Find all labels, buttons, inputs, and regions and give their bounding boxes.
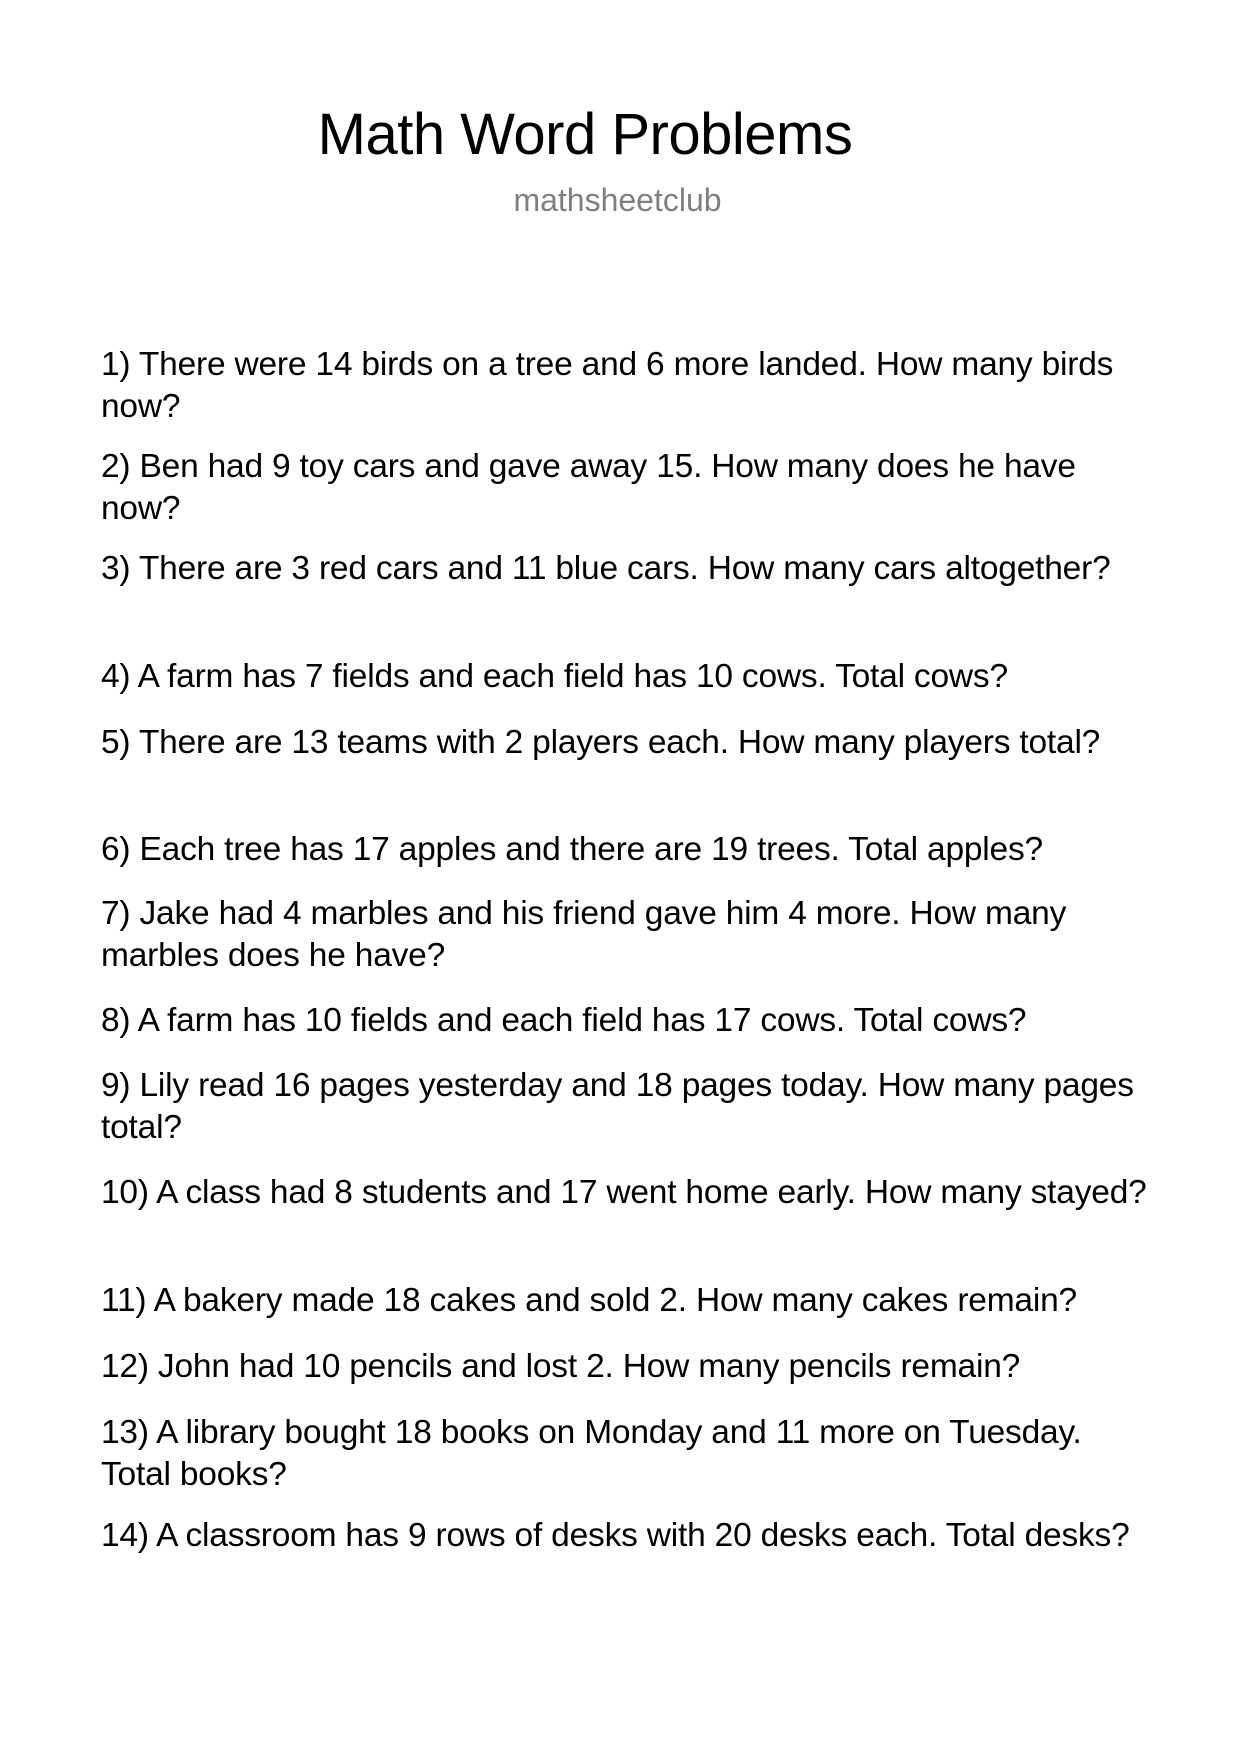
problem-item-2: 2) Ben had 9 toy cars and gave away 15. How many does he have now?: [101, 448, 1076, 527]
page-subtitle: mathsheetclub: [513, 182, 722, 218]
problem-item-3: 3) There are 3 red cars and 11 blue cars. How many cars altogether?: [101, 550, 1111, 587]
problem-item-12: 12) John had 10 pencils and lost 2. How many pencils remain?: [101, 1348, 1021, 1385]
problem-item-6: 6) Each tree has 17 apples and there are 19 trees. Total apples?: [101, 831, 1043, 868]
problem-item-4: 4) A farm has 7 fields and each field has 10 cows. Total cows?: [101, 658, 1008, 695]
problem-item-5: 5) There are 13 teams with 2 players each. How many players total?: [101, 724, 1101, 761]
problem-item-1: 1) There were 14 birds on a tree and 6 more landed. How many birds now?: [101, 346, 1114, 425]
problem-item-7: 7) Jake had 4 marbles and his friend gave him 4 more. How many marbles does he have?: [101, 895, 1067, 974]
problem-item-13: 13) A library bought 18 books on Monday and 11 more on Tuesday. Total books?: [101, 1414, 1082, 1493]
problem-item-14: 14) A classroom has 9 rows of desks with 20 desks each. Total desks?: [101, 1517, 1130, 1554]
page-title: Math Word Problems: [317, 102, 853, 167]
problem-item-9: 9) Lily read 16 pages yesterday and 18 pages today. How many pages total?: [101, 1067, 1134, 1146]
problem-item-10: 10) A class had 8 students and 17 went home early. How many stayed?: [101, 1174, 1147, 1211]
problem-item-11: 11) A bakery made 18 cakes and sold 2. How many cakes remain?: [101, 1282, 1077, 1319]
problem-item-8: 8) A farm has 10 fields and each field has 17 cows. Total cows?: [101, 1002, 1027, 1039]
